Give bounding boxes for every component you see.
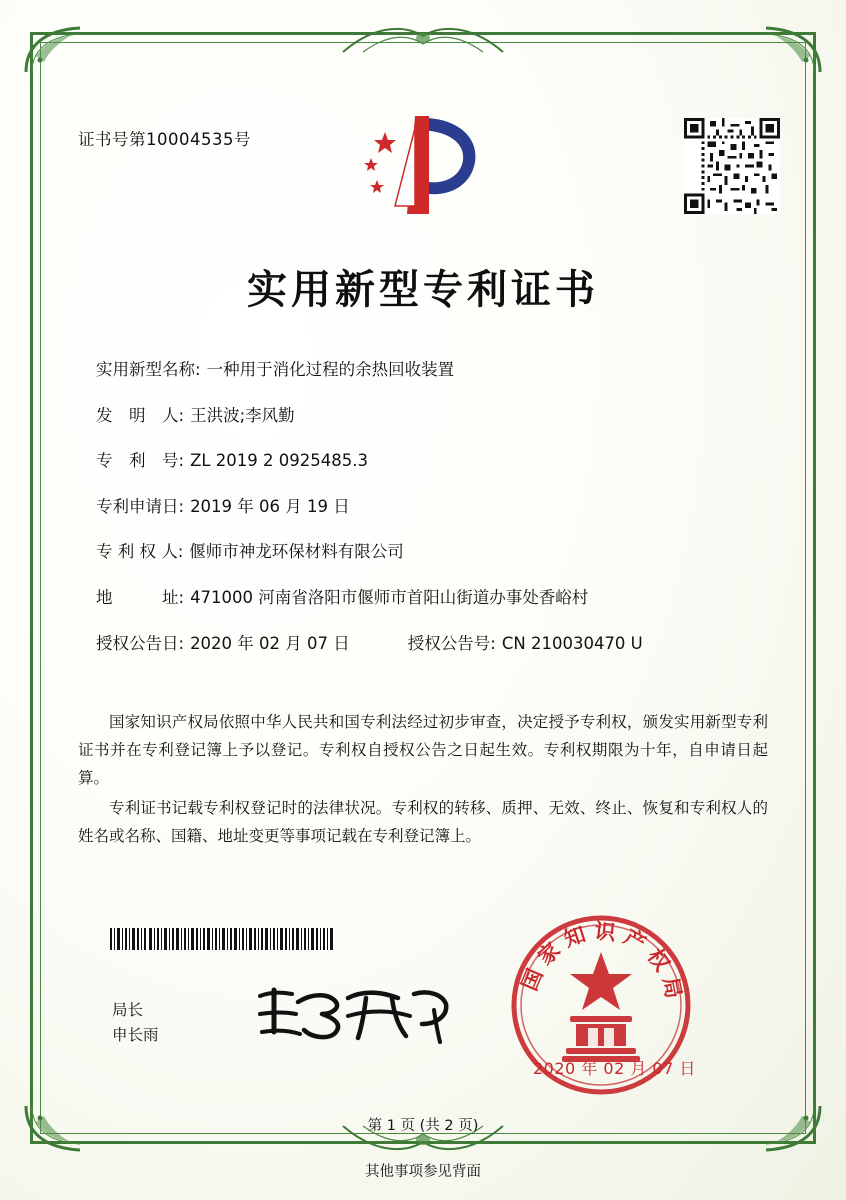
page-number: 第 1 页 (共 2 页) [367,1118,479,1134]
field-grant-announcement [96,632,776,655]
field-value-grant-date: 2020 年 02 月 07 日 [190,633,350,653]
svg-text:国家知识产权局: 国家知识产权局 [516,918,689,1008]
director-name: 申长雨 [112,1026,159,1044]
field-utility-model-name [96,358,776,381]
field-label: 实用新型名称: [96,360,201,379]
field-value: 2019 年 06 月 19 日 [190,496,350,516]
field-label: 专利申请日: [96,496,185,516]
field-address [96,586,776,609]
seal-date: 2020 年 02 月 07 日 [533,1059,696,1078]
field-label: 地 址: [96,587,185,607]
field-label: 专 利 权 人: [96,542,184,562]
field-patent-number [96,449,776,472]
cnipa-logo [355,110,485,220]
field-application-date [96,495,776,518]
field-patentee [96,540,776,563]
certificate-fields [96,358,776,677]
handwritten-signature [248,980,458,1050]
legal-body-text [78,708,768,852]
director-block [112,998,159,1048]
director-label: 局长 [112,1001,144,1019]
field-label-grant-date: 授权公告日: [96,633,185,653]
page-title: 实用新型专利证书 [247,266,599,313]
field-label: 发 明 人: [96,405,185,425]
legal-paragraph-2: 专利证书记载专利权登记时的法律状况。专利权的转移、质押、无效、终止、恢复和专利权人的姓名或名称、国籍、地址变更等事项记载在专利登记簿上。 [78,799,768,845]
field-label-grant-number: 授权公告号: [407,633,496,653]
barcode [110,928,334,950]
field-value: 王洪波;李风勤 [190,405,295,425]
field-value: 一种用于消化过程的余热回收装置 [206,360,455,379]
legal-paragraph-1: 国家知识产权局依照中华人民共和国专利法经过初步审查，决定授予专利权，颁发实用新型专利证书并在专利登记簿上予以登记。专利权自授权公告之日起生效。专利权期限为十年，自申请日起算。 [78,713,768,787]
field-value: 471000 河南省洛阳市偃师市首阳山街道办事处香峪村 [190,587,589,607]
field-inventors [96,404,776,427]
field-value: ZL 2019 2 0925485.3 [190,451,369,471]
field-value-grant-number: CN 210030470 U [501,633,643,653]
field-value: 偃师市神龙环保材料有限公司 [189,542,404,562]
footnote: 其他事项参见背面 [365,1164,481,1180]
field-label: 专 利 号: [96,451,185,471]
top-center-ornament [333,22,513,62]
qr-code [684,118,780,214]
certificate-number: 证书号第10004535号 [78,130,251,149]
